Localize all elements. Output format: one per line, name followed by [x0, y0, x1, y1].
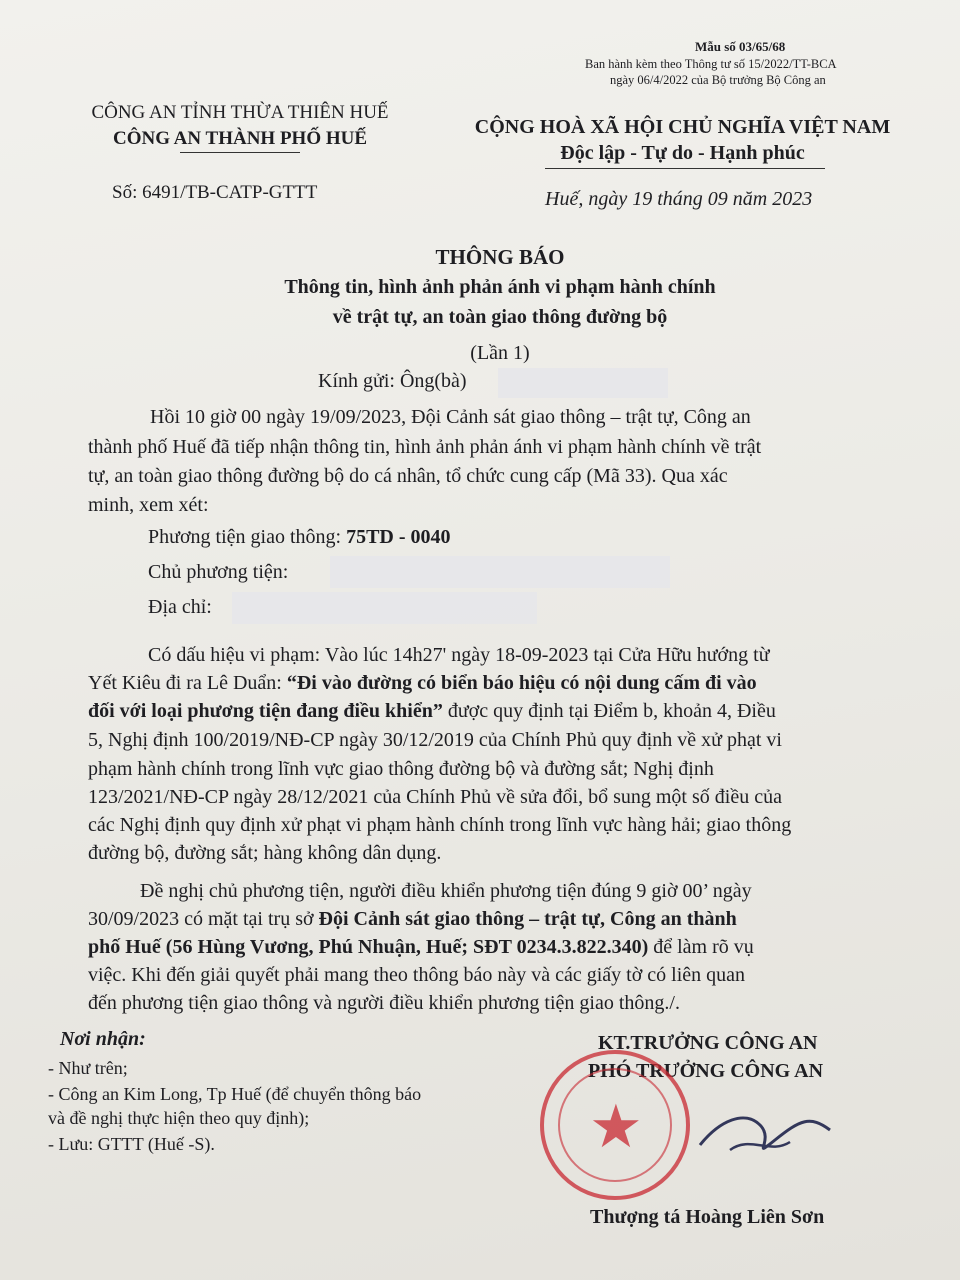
recipient-item: - Như trên;	[48, 1058, 128, 1078]
redaction-box	[330, 556, 670, 588]
recipients-heading: Nơi nhận:	[60, 1028, 146, 1050]
doc-subtitle-2: về trật tự, an toàn giao thông đường bộ	[332, 306, 668, 328]
body-line: 30/09/2023 có mặt tại trụ sở Đội Cảnh sát giao thông – trật tự, Công an thành	[88, 908, 737, 930]
address-line: Địa chỉ:	[148, 596, 212, 618]
signature-title-1: KT.TRƯỞNG CÔNG AN	[598, 1032, 818, 1054]
body-line: phố Huế (56 Hùng Vương, Phú Nhuận, Huế; SĐT 0234.3.822.340) để làm rõ vụ	[88, 936, 754, 958]
national-motto: Độc lập - Tự do - Hạnh phúc	[455, 142, 910, 165]
body-line: việc. Khi đến giải quyết phải mang theo thông báo này và các giấy tờ có liên quan	[88, 964, 746, 986]
body-line: đối với loại phương tiện đang điều khiển” được quy định tại Điểm b, khoản 4, Điều	[88, 700, 776, 722]
body-line: tự, an toàn giao thông đường bộ do cá nhân, tổ chức cung cấp (Mã 33). Qua xác	[88, 465, 728, 487]
recipient: Kính gửi: Ông(bà)	[318, 370, 467, 392]
issuer-unit: CÔNG AN THÀNH PHỐ HUẾ	[40, 128, 440, 151]
body-line: thành phố Huế đã tiếp nhận thông tin, hình ảnh phản ánh vi phạm hành chính về trật	[88, 436, 762, 458]
body-line: đến phương tiện giao thông và người điều khiển phương tiện giao thông./.	[88, 992, 680, 1014]
owner-line: Chủ phương tiện:	[148, 561, 289, 583]
form-note-1: Ban hành kèm theo Thông tư số 15/2022/TT-BCA	[585, 57, 837, 71]
redaction-box	[498, 368, 668, 398]
body-line: Hồi 10 giờ 00 ngày 19/09/2023, Đội Cảnh sát giao thông – trật tự, Công an	[150, 406, 751, 428]
recipient-item: - Công an Kim Long, Tp Huế (để chuyển thông báo	[48, 1084, 422, 1104]
vehicle-line: Phương tiện giao thông: 75TD - 0040	[148, 526, 451, 548]
body-line: 5, Nghị định 100/2019/NĐ-CP ngày 30/12/2019 của Chính Phủ quy định về xử phạt vi	[88, 729, 782, 751]
star-icon: ★	[589, 1094, 643, 1160]
form-number: Mẫu số 03/65/68	[695, 39, 786, 54]
doc-occurrence: (Lần 1)	[470, 342, 530, 364]
body-line: đường bộ, đường sắt; hàng không dân dụng.	[88, 842, 442, 864]
body-line: minh, xem xét:	[88, 494, 209, 516]
doc-subtitle-1: Thông tin, hình ảnh phản ánh vi phạm hành chính	[284, 276, 716, 298]
body-line: Đề nghị chủ phương tiện, người điều khiển phương tiện đúng 9 giờ 00’ ngày	[140, 880, 752, 902]
issuer-agency: CÔNG AN TỈNH THỪA THIÊN HUẾ	[91, 102, 389, 123]
body-line: 123/2021/NĐ-CP ngày 28/12/2021 của Chính Phủ về sửa đổi, bổ sung một số điều của	[88, 786, 782, 808]
place-date: Huế, ngày 19 tháng 09 năm 2023	[545, 188, 813, 210]
national-title: CỘNG HOÀ XÃ HỘI CHỦ NGHĨA VIỆT NAM	[474, 116, 891, 138]
body-line: Có dấu hiệu vi phạm: Vào lúc 14h27' ngày 18-09-2023 tại Cửa Hữu hướng từ	[148, 644, 770, 666]
recipient-item: - Lưu: GTTT (Huế -S).	[48, 1134, 215, 1154]
signature-title-2: PHÓ TRƯỞNG CÔNG AN	[588, 1060, 824, 1082]
doc-title: THÔNG BÁO	[435, 245, 565, 269]
signer-name: Thượng tá Hoàng Liên Sơn	[590, 1206, 825, 1228]
body-line: phạm hành chính trong lĩnh vực giao thông đường bộ và đường sắt; Nghị định	[88, 758, 714, 780]
official-seal	[540, 1050, 690, 1200]
handwritten-signature	[690, 1100, 840, 1170]
redaction-box	[232, 592, 537, 624]
body-line: các Nghị định quy định xử phạt vi phạm hành chính trong lĩnh vực hàng hải; giao thông	[88, 814, 792, 836]
body-line: Yết Kiêu đi ra Lê Duẩn: “Đi vào đường có biển báo hiệu có nội dung cấm đi vào	[88, 672, 757, 694]
form-note-2: ngày 06/4/2022 của Bộ trưởng Bộ Công an	[610, 73, 826, 87]
recipient-item: và đề nghị thực hiện theo quy định);	[48, 1108, 310, 1128]
document-number: Số: 6491/TB-CATP-GTTT	[112, 182, 318, 203]
